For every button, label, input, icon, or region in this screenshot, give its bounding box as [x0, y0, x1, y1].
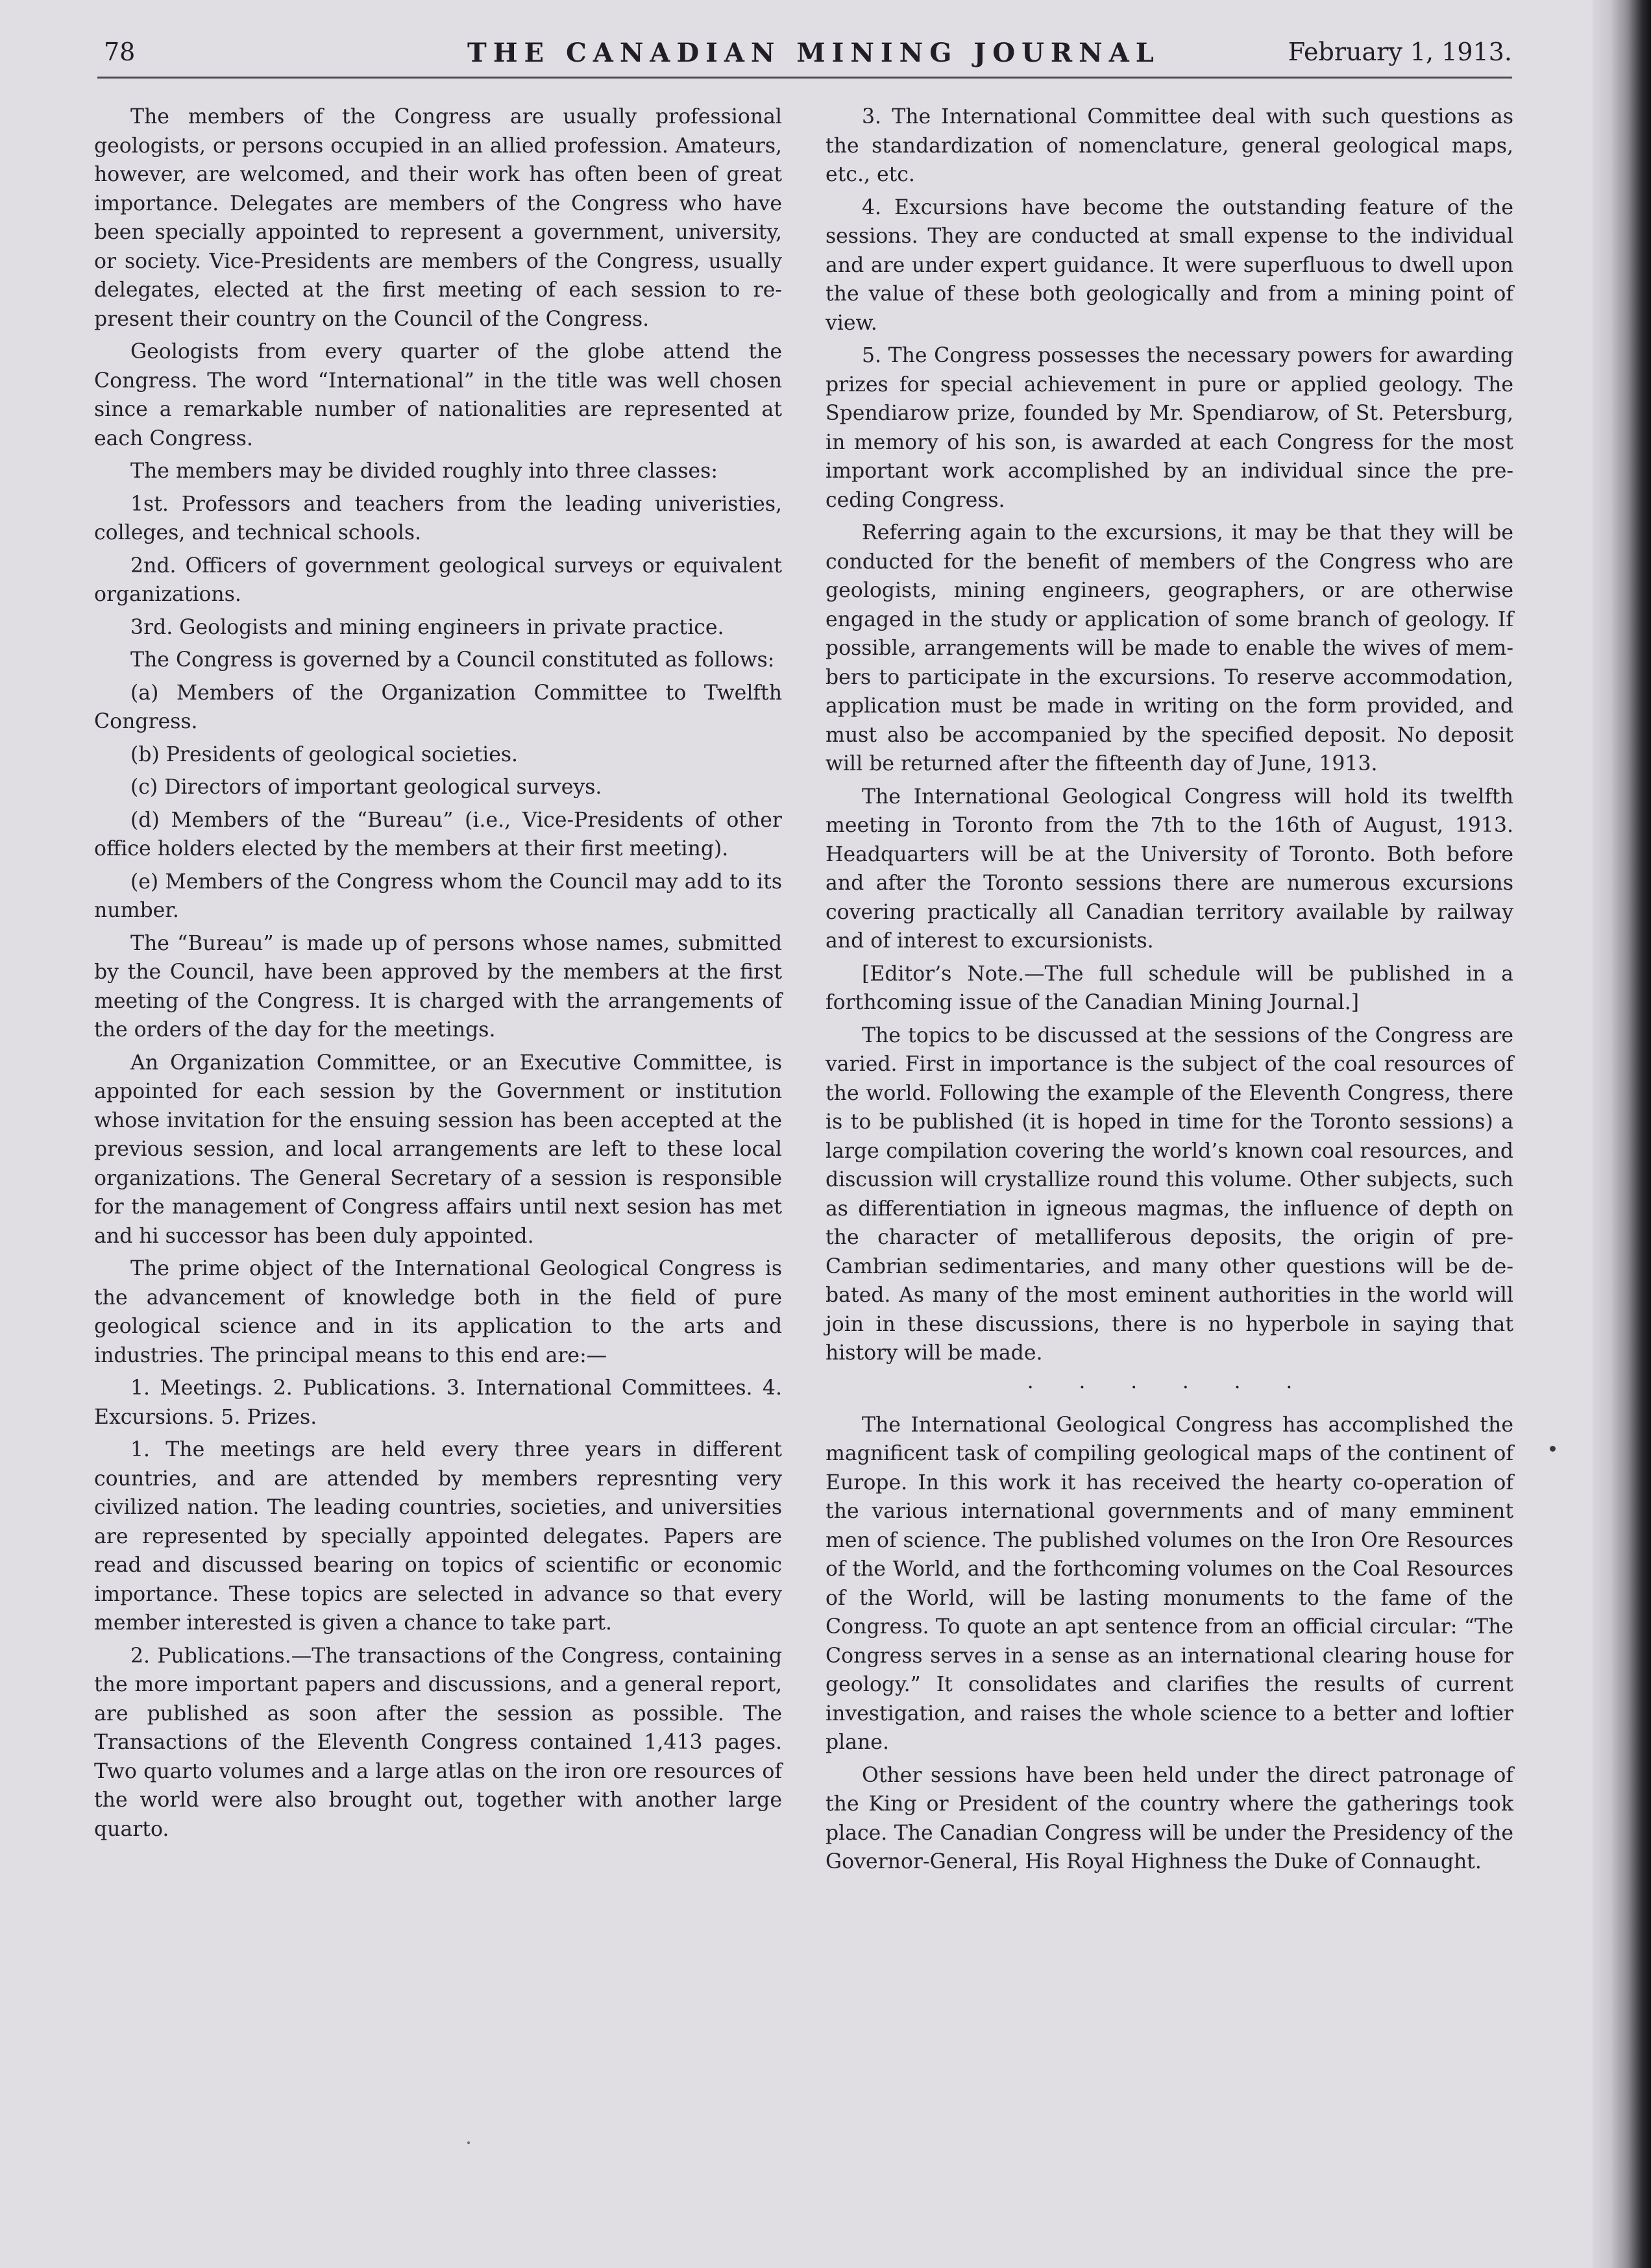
paragraph: 4. Excursions have become the outstanding feature of the sessions. They are conducted at small expense to the individual and are under expert guidance. It were superfluous to dwell upon the value of these both geologically and from a mining point of view.	[826, 195, 1513, 335]
paragraph: (c) Directors of important geological surveys.	[130, 775, 602, 799]
paragraph: [Editor’s Note.—The full schedule will be published in a forthcoming issue of the Canadian Mining Journal.]	[826, 962, 1513, 1014]
issue-date: February 1, 1913.	[1288, 38, 1512, 66]
paragraph: 2nd. Officers of government geological surveys or equivalent organizations.	[94, 554, 782, 606]
paragraph: Other sessions have been held under the direct patronage of the King or President of the country where the gatherings took place. The Canadian Congress will be under the Presidency of the Governor-General, His Royal Highness the Duke of Connaught.	[826, 1763, 1513, 1873]
paragraph: 3. The International Committee deal with such questions as the standardization of nomenclature, general geological maps, etc., etc.	[826, 105, 1513, 186]
paragraph: Referring again to the excursions, it may be that they will be conducted for the benefit of members of the Congress who are geologists, mining engineers, geographers, or are otherwise engaged in the study or application of some branch of geology. If possible, arrangements will be made to enable the wives of members to participate in the excursions. To reserve accommodation, application must be made in writing on the form provided, and must also be accompanied by the specified deposit. No deposit will be returned after the fifteenth day of June, 1913.	[826, 521, 1513, 775]
header-rule	[97, 77, 1512, 79]
paragraph: The members of the Congress are usually professional geologists, or persons occupied in an allied profession. Amateurs, however, are welcomed, and their work has often been of great importance. Delegates are members of the Congress who have been specially appointed to represent a government, university, or society. Vice-Presidents are members of the Congress, usually delegates, elected at the first meeting of each session to represent their country on the Council of the Congress.	[94, 105, 782, 331]
paragraph: The topics to be discussed at the sessions of the Congress are varied. First in importance is the subject of the coal resources of the world. Following the example of the Eleventh Congress, there is to be published (it is hoped in time for the Toronto sessions) a large compilation covering the world’s known coal resources, and discussion will crystallize round this volume. Other subjects, such as differentiation in igneous magmas, the influence of depth on the character of metalliferous deposits, the origin of pre-Cambrian sedimentaries, and many other questions will be debated. As many of the most eminent authorities in the world will join in these discussions, there is no hyperbole in saying that history will be made.	[826, 1023, 1513, 1365]
paragraph: 3rd. Geologists and mining engineers in private practice.	[130, 615, 724, 639]
right-column	[826, 103, 1513, 1881]
paragraph: The members may be divided roughly into three classes:	[130, 459, 718, 483]
paragraph: The “Bureau” is made up of persons whose names, submitted by the Council, have been approved by the members at the first meeting of the Congress. It is charged with the arrangements of the orders of the day for the meetings.	[94, 931, 782, 1042]
paragraph: (a) Members of the Organization Committee to Twelfth Congress.	[94, 681, 782, 733]
page-number: 78	[104, 38, 136, 66]
page-header	[97, 38, 1512, 77]
journal-title: THE CANADIAN MINING JOURNAL	[467, 38, 1160, 68]
paper-speck	[1550, 1446, 1556, 1452]
paragraph: 1. The meetings are held every three years in different countries, and are attended by members represnting very civilized nation. The leading countries, societies, and universities are represented by specially appointed delegates. Papers are read and discussed bearing on topics of scientific or economic importance. These topics are selected in advance so that every member interested is given a chance to take part.	[94, 1438, 782, 1635]
paragraph: The International Geological Congress will hold its twelfth meeting in Toronto from the 7th to the 16th of August, 1913. Headquarters will be at the University of Toronto. Both before and after the Toronto sessions there are numerous excursions covering practically all Canadian territory available by railway and of interest to excursionists.	[826, 785, 1513, 953]
section-separator: . . . . . .	[1027, 1369, 1312, 1393]
paragraph: The International Geological Congress has accomplished the magnificent task of compiling geological maps of the continent of Europe. In this work it has received the hearty co-operation of the various international governments and of many emminent men of science. The published volumes on the Iron Ore Resources of the World, and the forthcoming volumes on the Coal Resources of the World, will be lasting monuments to the fame of the Congress. To quote an apt sentence from an official circular: “The Congress serves in a sense as an international clearing house for geology.” It consolidates and clarifies the results of current investigation, and raises the whole science to a better and loftier plane.	[826, 1413, 1513, 1754]
paragraph: The Congress is governed by a Council constituted as follows:	[130, 648, 775, 672]
paper-speck	[467, 2141, 470, 2144]
paragraph: The prime object of the International Geological Congress is the advancement of knowledge both in the field of pure geological science and in its application to the arts and industries. The principal means to this end are:—	[94, 1257, 782, 1367]
left-column	[94, 103, 782, 1847]
paragraph: (b) Presidents of geological societies.	[130, 742, 519, 766]
paragraph: 2. Publications.—The transactions of the Congress, containing the more important papers and discussions, and a general report, are published as soon after the session as possible. The Transactions of the Eleventh Congress contained 1,413 pages. Two quarto volumes and a large atlas on the iron ore resources of the world were also brought out, together with another large quarto.	[94, 1644, 782, 1841]
paragraph: 1st. Professors and teachers from the leading univeristies, colleges, and technical schools.	[94, 492, 782, 544]
paragraph: (e) Members of the Congress whom the Council may add to its number.	[94, 870, 782, 922]
book-spine-shadow	[1593, 0, 1651, 2268]
paragraph: 5. The Congress possesses the necessary powers for awarding prizes for special achievement in pure or applied geology. The Spendiarow prize, founded by Mr. Spendiarow, of St. Petersburg, in memory of his son, is awarded at each Congress for the most important work accomplished by an individual since the preceding Congress.	[826, 344, 1513, 512]
paragraph: (d) Members of the “Bureau” (i.e., Vice-Presidents of other office holders elected by the members at their first meeting).	[94, 808, 782, 860]
paragraph: An Organization Committee, or an Executive Committee, is appointed for each session by the Government or institution whose invitation for the ensuing session has been accepted at the previous session, and local arrangements are left to these local organizations. The General Secretary of a session is responsible for the management of Congress affairs until next sesion has met and hi successor has been duly appointed.	[94, 1051, 782, 1248]
paragraph: Geologists from every quarter of the globe attend the Congress. The word “International” in the title was well chosen since a remarkable number of nationalities are represented at each Congress.	[94, 340, 782, 450]
paragraph: 1. Meetings. 2. Publications. 3. International Committees. 4. Excursions. 5. Prizes.	[94, 1376, 782, 1429]
